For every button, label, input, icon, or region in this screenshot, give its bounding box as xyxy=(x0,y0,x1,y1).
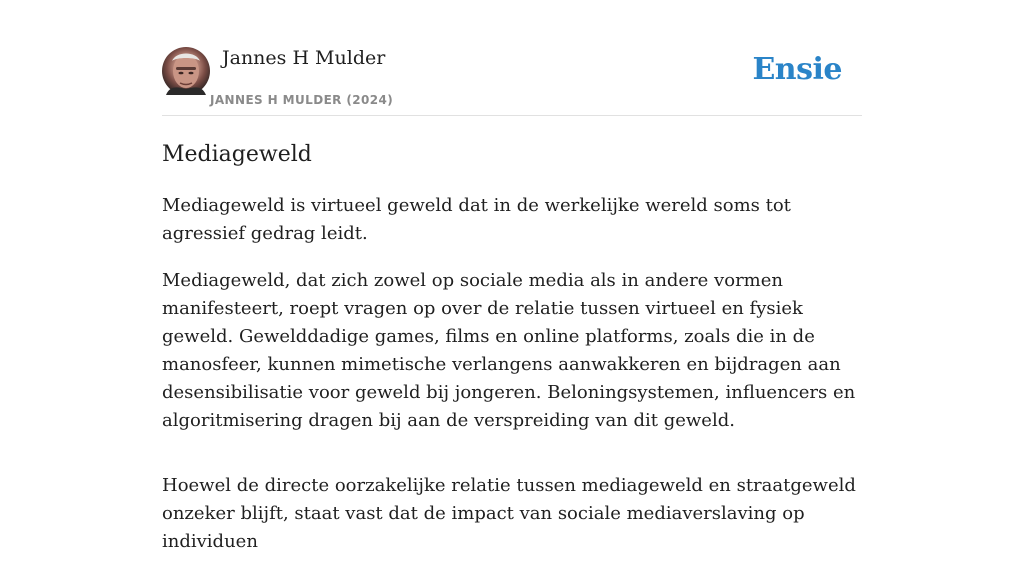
article-paragraph: Mediageweld is virtueel geweld dat in de werkelijke wereld soms tot agressief gedrag leidt. xyxy=(162,195,791,244)
article-paragraph: Hoewel de directe oorzakelijke relatie tussen mediageweld en straatgeweld onzeker blijft, staat vast dat de impact van sociale mediaverslaving op individuen xyxy=(162,475,856,552)
author-avatar[interactable] xyxy=(162,47,210,95)
article-title: Mediageweld xyxy=(162,142,312,167)
brand-logo[interactable]: Ensie xyxy=(752,52,842,87)
article-paragraph: Mediageweld, dat zich zowel op sociale media als in andere vormen manifesteert, roept vragen op over de relatie tussen virtueel en fysiek geweld. Gewelddadige games, films en online platforms, zoals die in de manosfeer, kunnen mimetische verlangens aanwakkeren en bijdragen aan desensibilisatie voor geweld bij jongeren. Beloningsystemen, influencers en algoritmisering dragen bij aan de verspreiding van dit geweld. xyxy=(162,270,856,431)
author-portrait-icon xyxy=(162,47,210,95)
author-name[interactable]: Jannes H Mulder xyxy=(222,47,386,69)
author-header xyxy=(162,36,862,116)
article-body xyxy=(162,192,862,575)
author-meta: JANNES H MULDER (2024) xyxy=(210,93,394,107)
